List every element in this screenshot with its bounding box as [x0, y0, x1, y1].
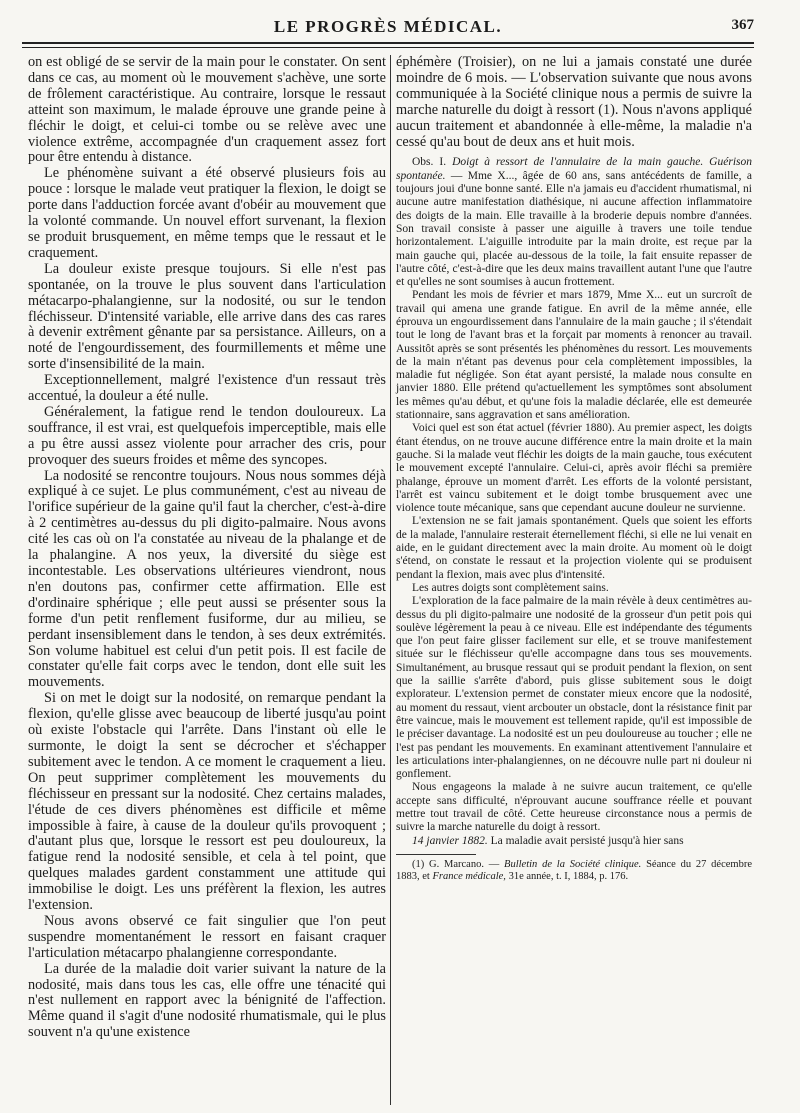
page-number: 367 — [731, 17, 754, 33]
paragraph: L'exploration de la face palmaire de la main révèle à deux centimètres au-dessus du pli digito-palmaire une nodosité de la grosseur d'un petit pois qui soulève légèrement la peau à ce niveau. Elle est indépendante des téguments que l'on peut faire glisser facilement sur elle, et se trouve manifestement située sur le fléchisseur qu'elle accompagne dans tous ses mouvements. Simultanément, au brusque ressaut qui se produit pendant la flexion, on sent que la saillie s'arrête d'abord, puis glisse subitement sous le doigt explorateur. L'extension permet de constater mieux encore que la nodosité, au moment du ressaut, vient arcbouter un obstacle, dont la résistance finit par être vaincue, mais le mouvement est tellement rapide, qu'il est impossible de le préciser davantage. La nodosité est un peu douloureuse au toucher ; elle ne l'est pas pendant les mouvements. En examinant attentivement l'annulaire et les articulations inter-phalangiennes, on ne découvre nulle part ni douleur ni gonflement. — [396, 595, 752, 781]
header-rule — [22, 42, 754, 44]
paragraph: L'extension ne se fait jamais spontanément. Quels que soient les efforts de la malade, l'annulaire resterait éternellement fléchi, si elle ne lui venait en aide, en le guidant directement avec la main droite. Au moment où le doigt s'étend, on constate le ressaut et la projection violente qui se produisent pendant la flexion, mais avec plus d'intensité. — [396, 515, 752, 581]
observation-text: — Mme X..., âgée de 60 ans, sans antécédents de famille, a toujours joui d'une bonne santé. Elle n'a jamais eu d'accident rhumatismal, ni aucune autre manifestation diathésique, ni aucune affection inflammatoire des doigts de la main. Elle travaille à la broderie depuis nombre d'années. Son travail consiste à passer une aiguille à travers une toile tendue horizontalement. L'aiguille introduite par la main droite, est reçue par la main gauche qui, placée au-dessous de la toile, la fait ensuite repasser de l'autre côté, c'est-à-dire que les deux mains travaillent autant l'une que l'autre et qu'elles ne sont soumises à aucun frottement. — [396, 169, 752, 289]
paragraph: on est obligé de se servir de la main pour le constater. On sent dans ce cas, au moment où le mouvement s'achève, une sorte de frôlement caractéristique. Au contraire, lorsque le ressaut atteint son maximum, le malade éprouve une grande peine à fléchir le doigt, et celui-ci tombe ou se relève avec une violence extrême, accompagnée d'un craquement assez fort pour être entendu à distance. — [28, 54, 386, 166]
entry-text: La maladie avait persisté jusqu'à hier sans — [487, 834, 684, 847]
footnote-journal: Bulletin de la Société clinique. — [504, 858, 642, 870]
paragraph — [396, 835, 752, 848]
footnote — [396, 854, 752, 884]
footnote-mark: (1) G. Marcano. — — [412, 858, 505, 870]
footnote-end: 31e année, t. I, 1884, p. 176. — [505, 871, 629, 883]
right-column — [396, 55, 752, 884]
header-rule-thin — [22, 47, 754, 48]
paragraph: La douleur existe presque toujours. Si elle n'est pas spontanée, on la trouve le plus souvent dans l'articulation métacarpo-phalangienne, sur la nodosité, ou sur le tendon fléchisseur. D'intensité variable, elle arrive dans des cas rares à devenir extrêment gênante par sa persistance. Ailleurs, on a noté de l'engourdissement, des fourmillements et même une sorte d'insensibilité de la main. — [28, 260, 386, 373]
paragraph: Le phénomène suivant a été observé plusieurs fois au pouce : lorsque le malade veut pratiquer la flexion, le doigt se porte dans l'adduction forcée avant d'obéir au mouvement que la volonté commande. Un nouvel effort survenant, la flexion se produit brusquement, en même temps que le ressaut et le craquement. — [28, 165, 386, 261]
paragraph: Si on met le doigt sur la nodosité, on remarque pendant la flexion, qu'elle glisse avec beaucoup de liberté jusqu'au point où existe l'obstacle qui l'arrête. Dans l'instant où elle le surmonte, le doigt la sent se décrocher et s'échapper subitement avec le tendon. A ce moment le craquement a lieu. On peut supprimer complètement les mouvements du fléchisseur en pressant sur la nodosité. Chez certains malades, l'étude de ces divers phénomènes est difficile et même impossible à faire, à cause de la douleur qu'ils provoquent ; d'autant plus que, lorsque le ressort est peu douloureux, la fatigue rend la nodosité sensible, et cela à tel point, que quelques malades gardent constamment une attitude qui immobilise le doigt. Les uns préfèrent la flexion, les autres l'extension. — [28, 690, 386, 914]
observation-label: Obs. I. — [412, 156, 447, 169]
observation-title: Doigt à ressort de l'annulaire de la main gauche. Guérison spontanée. — [396, 156, 752, 182]
footnote-mid: Séance du 27 décembre 1883, et — [396, 858, 752, 883]
paragraph: La durée de la maladie doit varier suivant la nature de la nodosité, mais dans tous les cas, elle offre une ténacité qui n'est nullement en rapport avec la bénignité de l'affection. Même quand il s'agit d'une nodosité rhumatismale, qui le plus souvent n'a qu'une existence — [28, 960, 386, 1041]
column-divider — [390, 55, 391, 1105]
observation-heading — [396, 156, 752, 289]
paragraph: Nous engageons la malade à ne suivre aucun traitement, ce qu'elle accepte sans difficulté, n'éprouvant aucune souffrance réelle et pouvant mettre tout travail de côté. Cette heureuse circonstance nous a permis de suivre la marche naturelle du doigt à ressort. — [396, 781, 752, 834]
journal-title: LE PROGRÈS MÉDICAL. — [273, 17, 503, 36]
paragraph: Généralement, la fatigue rend le tendon douloureux. La souffrance, il est vrai, est quelquefois imperceptible, mais elle a pu être aussi assez violente pour arracher des cris, pour provoquer des sueurs froides et même des syncopes. — [28, 403, 386, 468]
left-column — [28, 55, 386, 1041]
footnote-journal-2: France médicale, — [432, 871, 506, 883]
paragraph: Voici quel est son état actuel (février 1880). Au premier aspect, les doigts étant étendus, on ne trouve aucune différence entre la main droite et la main gauche. Si la malade veut fléchir les doigts de la main gauche, tous exécutent le mouvement excepté l'annulaire. Celui-ci, après avoir fléchi sa première phalange, éprouve un moment d'arrêt. Les efforts de la volonté persistant, l'arrêt est vaincu subitement et le doigt tombe brusquement avec une violence toute mécanique, sans que cependant aucune douleur ne survienne. — [396, 422, 752, 515]
paragraph: Les autres doigts sont complètement sains. — [412, 581, 609, 594]
paragraph: éphémère (Troisier), on ne lui a jamais constaté une durée moindre de 6 mois. — L'observation suivante que nous avons communiquée à la Société clinique nous a permis de suivre la marche naturelle du doigt à ressort (1). Nous n'avons appliqué aucun traitement et abandonnée à elle-même, la maladie n'a cessé qu'au bout de deux ans et huit mois. — [396, 54, 752, 150]
paragraph: Nous avons observé ce fait singulier que l'on peut suspendre momentanément le ressort en faisant craquer l'articulation métacarpo phalangienne correspondante. — [28, 912, 386, 961]
entry-date: 14 janvier 1882. — [412, 834, 488, 847]
paragraph: La nodosité se rencontre toujours. Nous nous sommes déjà expliqué à ce sujet. Le plus communément, c'est au niveau de l'orifice supérieur de la gaine qu'il faut la chercher, c'est-à-dire à 2 centimètres au-dessus du pli digito-palmaire. Nous avons cité les cas où on l'a constatée au niveau de la phalange et de la phalangine. A nos yeux, la diversité du siège est incontestable. Les observations ultérieures viendront, nous n'en doutons pas, confirmer cette affirmation. Elle est d'ordinaire sphérique ; elle peut aussi se présenter sous la forme d'un petit renflement fusiforme, dur au milieu, se perdant insensiblement dans le tendon, à ses deux extrémités. Son volume habituel est celui d'un petit pois. Il est facile de constater qu'elle fait corps avec le tendon, dont elle suit les mouvements. — [28, 467, 386, 691]
paragraph: Pendant les mois de février et mars 1879, Mme X... eut un surcroît de travail qui amena une grande fatigue. En avril de la même année, elle éprouva un engourdissement dans l'annulaire de la main gauche ; il s'étendait tout le long de l'avant bras et la forçait par moments à renoncer au travail. Aussitôt après se sont présentés les phénomènes du ressort. Les mouvements de la main n'étant pas devenus pour cela complètement impossibles, la maladie fut négligée. Son état ayant persisté, la malade nous consulte en janvier 1880. Elle prétend qu'actuellement les symptômes sont absolument les mêmes qu'au début, et qu'une fois la maladie déclarée, elle est demeurée stationnaire, sans aggravation et sans amélioration. — [396, 289, 752, 422]
footnote-rule — [396, 854, 476, 855]
paragraph: Exceptionnellement, malgré l'existence d'un ressaut très accentué, la douleur a été nulle. — [28, 372, 386, 405]
footnote-text — [396, 859, 752, 884]
page-header — [22, 14, 754, 38]
